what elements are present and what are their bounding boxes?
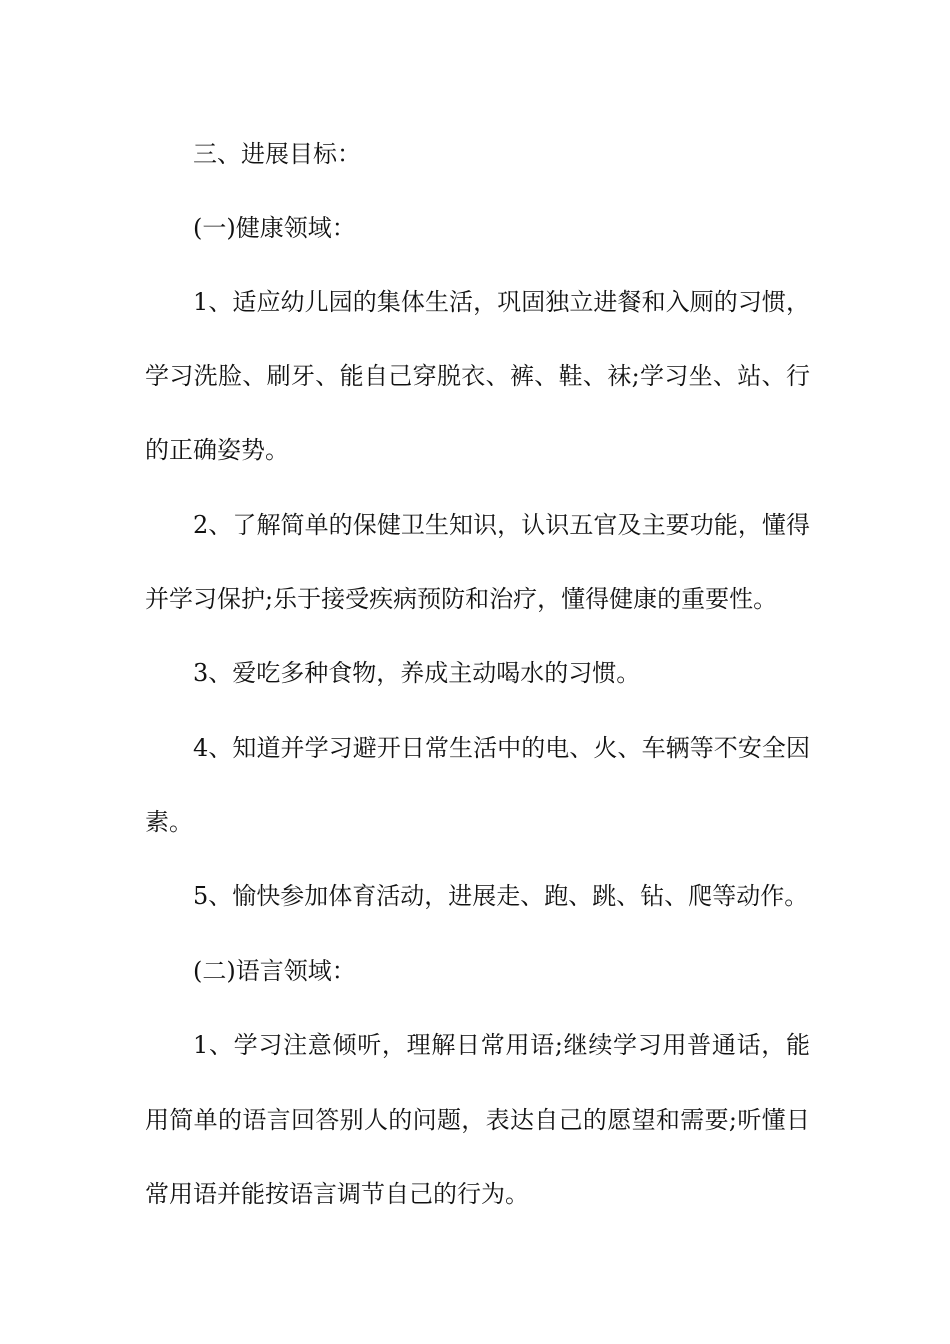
health-item-3-line-1: 3、爱吃多种食物，养成主动喝水的习惯。: [193, 659, 641, 687]
language-item-1-line-1: 1、学习注意倾听，理解日常用语;继续学习用普通话，能: [193, 1031, 810, 1059]
language-item-1-line-3: 常用语并能按语言调节自己的行为。: [145, 1180, 529, 1208]
health-item-2-line-2: 并学习保护;乐于接受疾病预防和治疗，懂得健康的重要性。: [145, 585, 778, 613]
health-item-1-line-3: 的正确姿势。: [145, 436, 289, 464]
health-item-2-line-1: 2、了解简单的保健卫生知识，认识五官及主要功能，懂得: [193, 511, 810, 539]
language-item-1-line-2: 用简单的语言回答别人的问题，表达自己的愿望和需要;听懂日: [145, 1106, 810, 1134]
health-domain-title: (一)健康领域：: [193, 214, 356, 242]
health-item-1-line-2: 学习洗脸、刷牙、能自己穿脱衣、裤、鞋、袜;学习坐、站、行: [145, 362, 810, 390]
health-item-4-line-1: 4、知道并学习避开日常生活中的电、火、车辆等不安全因: [193, 734, 810, 762]
health-item-4-line-2: 素。: [145, 808, 193, 836]
health-item-5-line-1: 5、愉快参加体育活动，进展走、跑、跳、钻、爬等动作。: [193, 882, 809, 910]
language-domain-title: (二)语言领域：: [193, 957, 356, 985]
health-item-1-line-1: 1、适应幼儿园的集体生活，巩固独立进餐和入厕的习惯，: [193, 288, 810, 316]
section-heading: 三、进展目标：: [193, 140, 361, 168]
